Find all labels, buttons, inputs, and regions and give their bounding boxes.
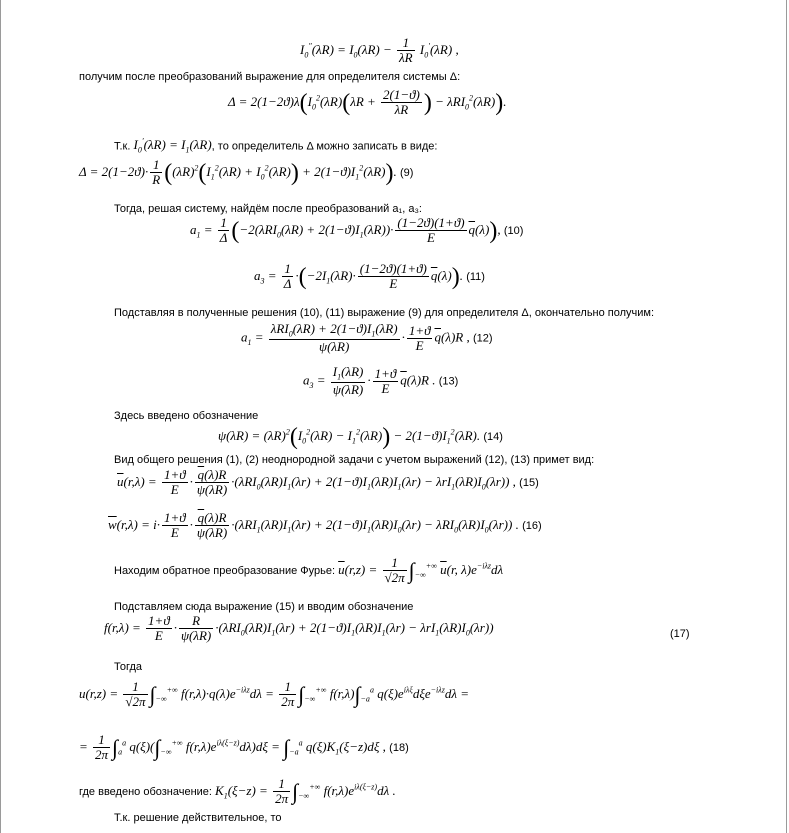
equation-i0-double-prime: $I_0''(\lambda R) = I_0(\lambda R)$ − $\frac{1}{\lambda R}$ $I_0'(\lambda R)$ , <box>300 35 459 66</box>
equation-15: $\overline{u}(r,\lambda)$ = $\frac{1+ϑ}{E}$ · $\frac{\overline{q}(\lambda)R}{\psi(\lambda R)}$ $\cdot(\lambda RI_0(\lambda R)I_1(\lambda r) + 2(1-ϑ)I_1(\lambda R)I_1(\lambda r) - \lambda rI_1(\lambda R)I_0(\lambda r))$ , (15) <box>117 467 539 498</box>
equation-11: $a_3$ = $\frac{1}{\Delta}$ $\cdot(-2I_1(\lambda R)\cdot$ $\frac{(1-2ϑ)(1+ϑ)}{E}$ $\overline{q}(\lambda)$). (11) <box>254 261 485 292</box>
text-line-9: Тогда <box>114 661 143 673</box>
text-line-8: Подставляем сюда выражение (15) и вводим обозначение <box>114 601 414 613</box>
text-line-5: Здесь введено обозначение <box>114 410 259 422</box>
equation-18: = $\frac{1}{2\pi}$ $\int_a^a$ $q(\xi)(\int_{-\infty}^{+\infty}$ $f(r,\lambda)e^{i\lambda(\xi-z)}d\lambda)d\xi = \int_{-a}^a$ $q(\xi)K_1(\xi-z)d\xi$ , (18) <box>79 732 409 763</box>
text-line-11: Т.к. решение действительное, то <box>114 812 282 824</box>
equation-14: $\psi(\lambda R) = (\lambda R)^2(I_0^2(\lambda R) - I_1^2(\lambda R)) - 2(1-ϑ)I_1^2(\lambda R)$. (14) <box>218 424 503 450</box>
equation-12: $a_1$ = $\frac{\lambda RI_0(\lambda R) + 2(1-ϑ)I_1(\lambda R)}{\psi(\lambda R)}$ · $\frac{1+ϑ}{E}$ $\overline{q}(\lambda)R$ , (12) <box>241 321 493 355</box>
equation-13: $a_3$ = $\frac{I_1(\lambda R)}{\psi(\lambda R)}$ · $\frac{1+ϑ}{E}$ $\overline{q}(\lambda)R$ . (13) <box>303 364 459 398</box>
text-line-6: Вид общего решения (1), (2) неоднородной задачи с учетом выражений (12), (13) примет вид: <box>114 454 595 466</box>
text-line-3: Тогда, решая систему, найдём после преобразований a₁, a₃: <box>114 203 422 215</box>
equation-16: $\overline{w}(r,\lambda) = i\cdot$ $\frac{1+ϑ}{E}$ · $\frac{\overline{q}(\lambda)R}{\psi(\lambda R)}$ $\cdot(\lambda RI_1(\lambda R)I_1(\lambda r) + 2(1-ϑ)I_1(\lambda R)I_0(\lambda r) - \lambda RI_0(\lambda R)I_0(\lambda r))$ . (16) <box>108 510 542 541</box>
text-line-1: получим после преобразований выражение для определителя системы Δ: <box>79 71 461 83</box>
equation-9: Δ = 2(1−2ϑ)· $\frac{1}{R}$ $((\lambda R)^2(I_1^2(\lambda R) + I_0^2(\lambda R)) + 2(1-ϑ)I_1^2(\lambda R))$. (9) <box>79 157 414 188</box>
equation-delta: $\Delta = 2(1-2ϑ)\lambda(I_0^2(\lambda R)(\lambda R$ + $\frac{2(1-ϑ)}{\lambda R}$ ) − λRI$_0^2$(λR)). <box>228 87 507 118</box>
equation-17-number: (17) <box>670 628 690 640</box>
text-line-4: Подставляя в полученные решения (10), (11) выражение (9) для определителя Δ, окончательно получим: <box>114 307 655 319</box>
equation-u-rz: u(r,z) = $\frac{1}{√2\pi}$ $\int_{-\infty}^{+\infty}$ $f(r,\lambda)\cdot q(\lambda)e^{-i\lambda z}d\lambda$ = $\frac{1}{2\pi}$ $\int_{-\infty}^{+\infty}$ $f(r,\lambda)\int_{-a}^a$ $q(\xi)e^{i\lambda\xi}d\xi e^{-i\lambda z}d\lambda$ = <box>79 679 470 710</box>
text-line-7: Находим обратное преобразование Фурье: $\overline{u}(r,z)$ = $\frac{1}{√2\pi}$ $\int_{-\infty}^{+\infty}$ $\overline{u}(r$, $\lambda)e^{-i\lambda z}d\lambda$ <box>114 555 504 586</box>
page-border-right <box>786 0 787 833</box>
page-border-left <box>0 0 1 833</box>
equation-10: $a_1$ = $\frac{1}{\Delta}$ ($-2(\lambda RI_0(\lambda R) + 2(1-ϑ)I_1(\lambda R))\cdot$ $\frac{(1-2ϑ)(1+ϑ)}{E}$ $\overline{q}(\lambda)$), (10) <box>190 215 524 246</box>
text-line-10: где введено обозначение: $K_1(\xi-z)$ = $\frac{1}{2\pi}$ $\int_{-\infty}^{+\infty}$ $f(r,\lambda)e^{i\lambda(\xi-z)}d\lambda$ . <box>79 776 396 807</box>
text-line-2: Т.к. $I_0'(\lambda R) = I_1(\lambda R)$, то определитель Δ можно записать в виде: <box>114 137 438 155</box>
equation-17: f(r,λ) = $\frac{1+ϑ}{E}$ · $\frac{R}{\psi(\lambda R)}$ $\cdot(\lambda RI_0(\lambda R)I_1(\lambda r) + 2(1-ϑ)I_1(\lambda R)I_1(\lambda r) - \lambda rI_1(\lambda R)I_0(\lambda r))$ <box>104 613 494 644</box>
